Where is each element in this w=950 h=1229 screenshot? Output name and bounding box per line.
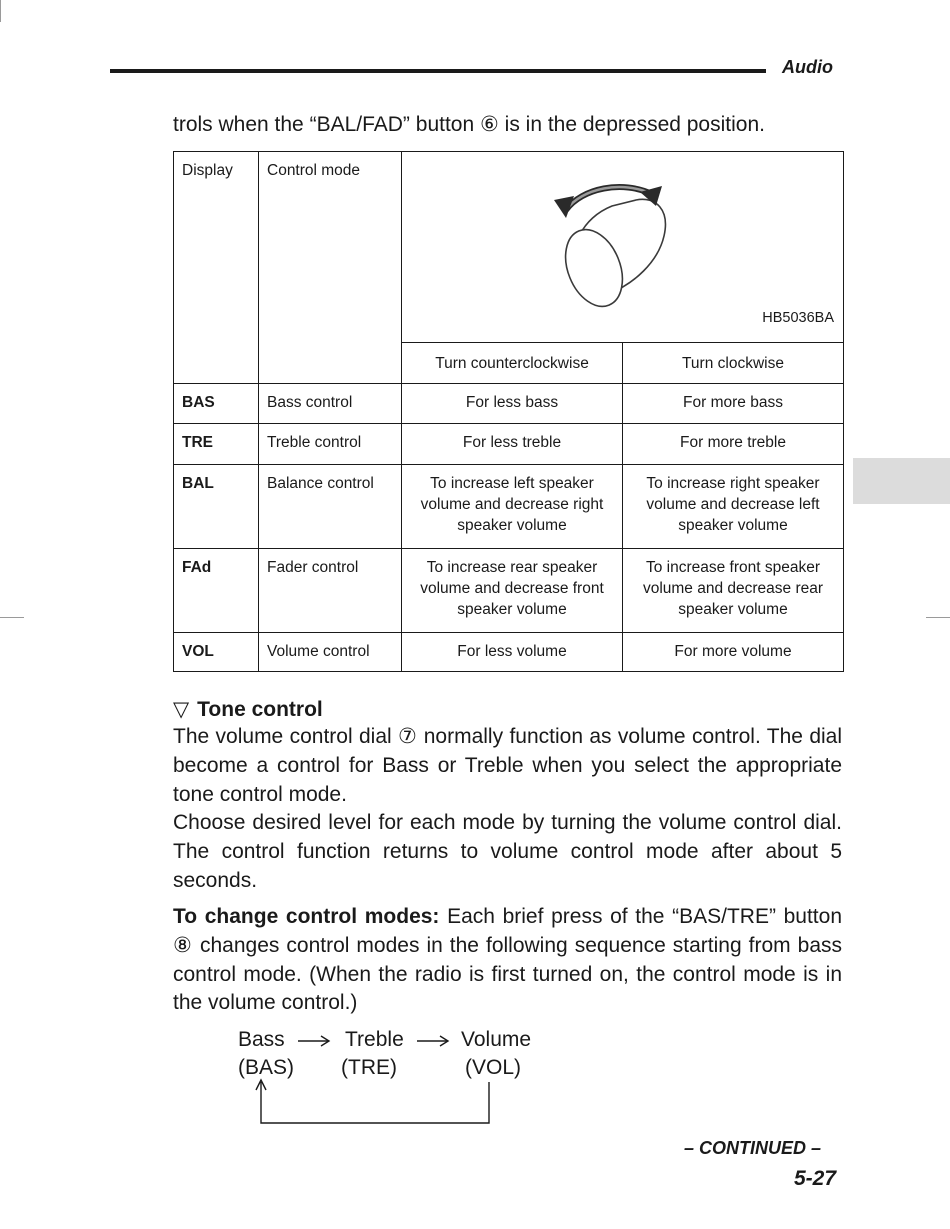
sequence-bass-code: (BAS) xyxy=(238,1056,295,1079)
tone-control-heading xyxy=(173,697,323,722)
sequence-arrows xyxy=(230,1030,550,1130)
header-turn-clockwise: Turn clockwise xyxy=(623,343,844,384)
button-8-marker: ⑧ xyxy=(173,933,193,957)
row-control-mode: Fader control xyxy=(259,549,402,633)
table-row xyxy=(174,384,844,424)
row-display: VOL xyxy=(174,633,259,672)
sequence-bass: Bass xyxy=(238,1028,285,1051)
continued-label: – CONTINUED – xyxy=(683,1138,821,1158)
button-6-marker: ⑥ xyxy=(479,113,499,136)
p1-text-end: normally function as volume control. The dial become a control for Bass or Treble when you select the appropriate tone control mode. xyxy=(173,725,843,806)
row-control-mode: Balance control xyxy=(259,465,402,549)
header-display: Display xyxy=(174,152,259,384)
dial-7-marker: ⑦ xyxy=(398,725,418,748)
intro-text xyxy=(173,112,765,137)
row-clockwise: To increase front speaker volume and decrease rear speaker volume xyxy=(623,549,844,633)
p1-text-start: The volume control dial xyxy=(173,725,399,748)
sequence-volume: Volume xyxy=(461,1028,532,1051)
crop-mark-right xyxy=(926,617,950,618)
p3-text-start: Each brief press of the “BAS/TRE” button xyxy=(439,905,842,928)
sequence-treble-code: (TRE) xyxy=(341,1056,397,1079)
change-modes-label: To change control modes: xyxy=(173,905,440,928)
table-row xyxy=(174,424,844,465)
tone-control-title: Tone control xyxy=(197,698,323,721)
table-row xyxy=(174,465,844,549)
row-counterclockwise: For less volume xyxy=(402,633,623,672)
row-control-mode: Bass control xyxy=(259,384,402,424)
p3-text-end: changes control modes in the following sequence starting from bass control mode. (When the radio is first turned on, the control mode is in the volume control.) xyxy=(173,933,842,1015)
row-counterclockwise: To increase rear speaker volume and decrease front speaker volume xyxy=(402,549,623,633)
page-number: 5-27 xyxy=(794,1167,837,1190)
row-control-mode: Volume control xyxy=(259,633,402,672)
header-control-mode: Control mode xyxy=(259,152,402,384)
row-clockwise: For more volume xyxy=(623,633,844,672)
chapter-side-tab xyxy=(853,458,950,504)
row-counterclockwise: To increase left speaker volume and decrease right speaker volume xyxy=(402,465,623,549)
table-row xyxy=(174,549,844,633)
crop-mark-left xyxy=(0,617,24,618)
header-rule xyxy=(110,69,766,73)
tone-paragraph-3 xyxy=(173,903,842,1018)
sequence-volume-code: (VOL) xyxy=(465,1056,522,1079)
row-clockwise: To increase right speaker volume and decrease left speaker volume xyxy=(623,465,844,549)
row-display: BAS xyxy=(174,384,259,424)
tone-paragraph-2: Choose desired level for each mode by turning the volume control dial. The control function returns to volume control mode after about 5 seconds. xyxy=(173,811,842,892)
row-clockwise: For more bass xyxy=(623,384,844,424)
arrow-right-icon xyxy=(417,1036,448,1046)
control-mode-table xyxy=(173,151,844,672)
loop-back-arrow-icon xyxy=(256,1080,489,1123)
intro-text-end: is in the depressed position. xyxy=(498,113,765,136)
sequence-treble: Treble xyxy=(345,1028,404,1051)
diagram-code: HB5036BA xyxy=(762,310,834,326)
triangle-icon: ▽ xyxy=(173,698,190,721)
row-display: TRE xyxy=(174,424,259,465)
tone-paragraph-1 xyxy=(173,723,842,809)
header-turn-counterclockwise: Turn counterclockwise xyxy=(402,343,623,384)
row-control-mode: Treble control xyxy=(259,424,402,465)
row-counterclockwise: For less bass xyxy=(402,384,623,424)
arrow-right-icon xyxy=(298,1036,329,1046)
crop-mark-top xyxy=(0,0,1,22)
dial-rotation-icon xyxy=(552,170,692,330)
section-title: Audio xyxy=(782,57,833,77)
dial-diagram-cell xyxy=(402,152,844,343)
row-clockwise: For more treble xyxy=(623,424,844,465)
row-display: BAL xyxy=(174,465,259,549)
row-display: FAd xyxy=(174,549,259,633)
row-counterclockwise: For less treble xyxy=(402,424,623,465)
table-row xyxy=(174,633,844,672)
intro-text-start: trols when the “BAL/FAD” button xyxy=(173,113,480,136)
